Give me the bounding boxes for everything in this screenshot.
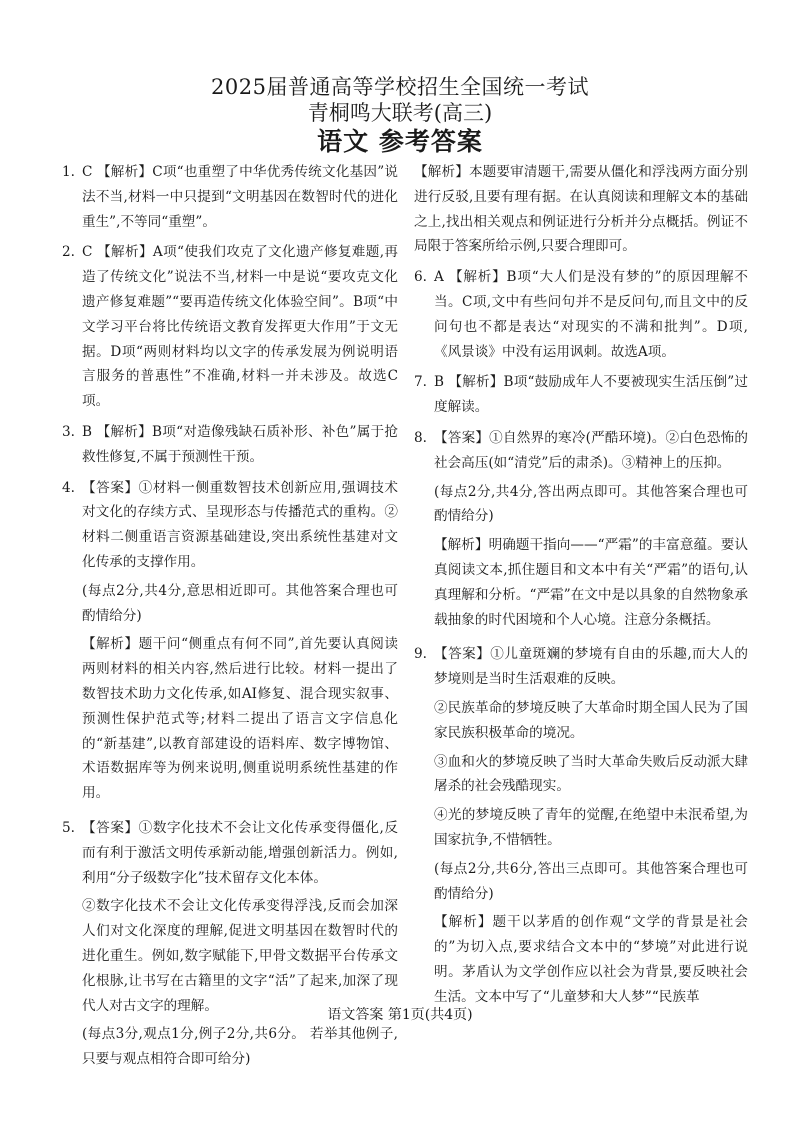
question-body	[82, 816, 398, 1076]
answer-text: 【答案】①儿童斑斓的梦境有自由的乐趣,而大人的梦境则是当时生活艰难的反映。	[434, 646, 748, 688]
scoring-note: (每点2分,共4分,意思相近即可。其他答案合理也可酌情给分)	[82, 582, 398, 624]
question-answer: C 【解析】A项“使我们攻克了文化遗产修复难题,再造了传统文化”说法不当,材料一中是说“要攻克文化遗产修复难题”“要再造传统文化体验空间”。B项“中文学习平台将比传统语文教育发挥更大作用”于文无据。D项“两则材料均以文字的传承发展为例说明语言服务的普惠性”不准确,材料一并未涉及。故选C项。	[82, 244, 398, 410]
question-8	[414, 426, 748, 636]
scoring-note: (每点2分,共4分,答出两点即可。其他答案合理也可酌情给分)	[434, 483, 748, 525]
question-1	[62, 160, 398, 234]
analysis-text: 【解析】本题要审清题干,需要从僵化和浮浅两方面分别进行反驳,且要有理有据。在认真阅读和理解文本的基础之上,找出相关观点和例证进行分析并分点概括。例证不局限于答案所给示例,只要合理即可。	[414, 164, 748, 255]
exam-subtitle: 青桐鸣大联考(高三)	[307, 101, 493, 125]
question-number: 5.	[62, 819, 75, 836]
scoring-note: (每点2分,共6分,答出三点即可。其他答案合理也可酌情给分)	[434, 860, 748, 902]
exam-title: 2025届普通高等学校招生全国统一考试	[211, 75, 589, 99]
left-column	[62, 160, 398, 1082]
answer-text: ④光的梦境反映了青年的觉醒,在绝望中未泯希望,为国家抗争,不惜牺牲。	[434, 807, 748, 848]
question-number: 3.	[62, 423, 75, 440]
scoring-note: (每点3分,观点1分,例子2分,共6分。 若举其他例子,只要与观点相符合即可给分)	[82, 1026, 398, 1068]
question-7	[414, 370, 748, 420]
analysis-text: 【解析】明确题干指向——“严霜”的丰富意蕴。要认真阅读文本,抓住题目和文本中有关“严霜”的语句,认真理解和分析。“严霜”在文中是以具象的自然物象承载抽象的时代困境和个人心境。注意分条概括。	[434, 537, 748, 628]
answer-text: 【答案】①材料一侧重数智技术创新应用,强调技术对文化的存续方式、呈现形态与传播范式的重构。②材料二侧重语言资源基础建设,突出系统性基建对文化传承的支撑作用。	[82, 479, 398, 570]
question-number: 7.	[414, 374, 427, 391]
answer-text: ③血和火的梦境反映了当时大革命失败后反动派大肆屠杀的社会残酷现实。	[434, 753, 748, 795]
question-4	[62, 476, 398, 810]
question-number: 8.	[414, 429, 427, 446]
question-answer: B 【解析】B项“对造像残缺石质补形、补色”属于抢救性修复,不属于预测性干预。	[82, 423, 398, 465]
question-body	[82, 476, 398, 810]
answer-text: ②民族革命的梦境反映了大革命时期全国人民为了国家民族积极革命的境况。	[434, 699, 748, 741]
question-body	[434, 642, 748, 1013]
question-number: 2.	[62, 244, 75, 261]
question-answer: A 【解析】B项“大人们是没有梦的”的原因理解不当。C项,文中有些问句并不是反问句,而且文中的反问句也不都是表达“对现实的不满和批判”。D项,《风景谈》中没有运用讽刺。故选A项。	[434, 269, 748, 360]
answer-text: 【答案】①数字化技术不会让文化传承变得僵化,反而有利于激活文明传承新动能,增强创新活力。例如,利用“分子级数字化”技术留存文化本体。	[82, 819, 398, 886]
question-number: 1.	[62, 164, 75, 180]
question-number: 4.	[62, 479, 75, 496]
question-body	[434, 426, 748, 636]
right-column	[414, 160, 748, 1020]
question-answer: C 【解析】C项“也重塑了中华优秀传统文化基因”说法不当,材料一中只提到“文明基因在数智时代的进化重生”,不等同“重塑”。	[82, 164, 398, 230]
question-2	[62, 240, 398, 414]
page-footer: 语文答案 第1页(共4页)	[327, 1007, 473, 1023]
answer-text: ②数字化技术不会让文化传承变得浮浅,反而会加深人们对文化深度的理解,促进文明基因在数智时代的进化重生。例如,数字赋能下,甲骨文数据平台传承文化根脉,让书写在古籍里的文字“活”了起来,加深了现代人对古文字的理解。	[82, 898, 398, 1014]
question-number: 6.	[414, 269, 427, 286]
question-6	[414, 265, 748, 364]
page-title: 语文 参考答案	[317, 127, 483, 156]
question-5	[62, 816, 398, 1076]
answer-text: 【答案】①自然界的寒冷(严酷环境)。②白色恐怖的社会高压(如“清党”后的肃杀)。③精神上的压抑。	[434, 429, 748, 471]
question-answer: B 【解析】B项“鼓励成年人不要被现实生活压倒”过度解读。	[434, 374, 748, 416]
question-number: 9.	[414, 646, 427, 663]
analysis-text: 【解析】题干以茅盾的创作观“文学的背景是社会的”为切入点,要求结合文本中的“梦境”对此进行说明。茅盾认为文学创作应以社会为背景,要反映社会生活。文本中写了“儿童梦和大人梦”“民族革	[434, 914, 748, 1005]
analysis-text: 【解析】题干问“侧重点有何不同”,首先要认真阅读两则材料的相关内容,然后进行比较。材料一提出了数智技术助力文化传承,如AI修复、混合现实叙事、预测性保护范式等;材料二提出了语言文字信息化的“新基建”,以教育部建设的语料库、数字博物馆、术语数据库等为例来说明,侧重说明系统性基建的作用。	[82, 636, 398, 802]
question-3	[62, 420, 398, 470]
question-9	[414, 642, 748, 1013]
page-header	[0, 74, 800, 158]
